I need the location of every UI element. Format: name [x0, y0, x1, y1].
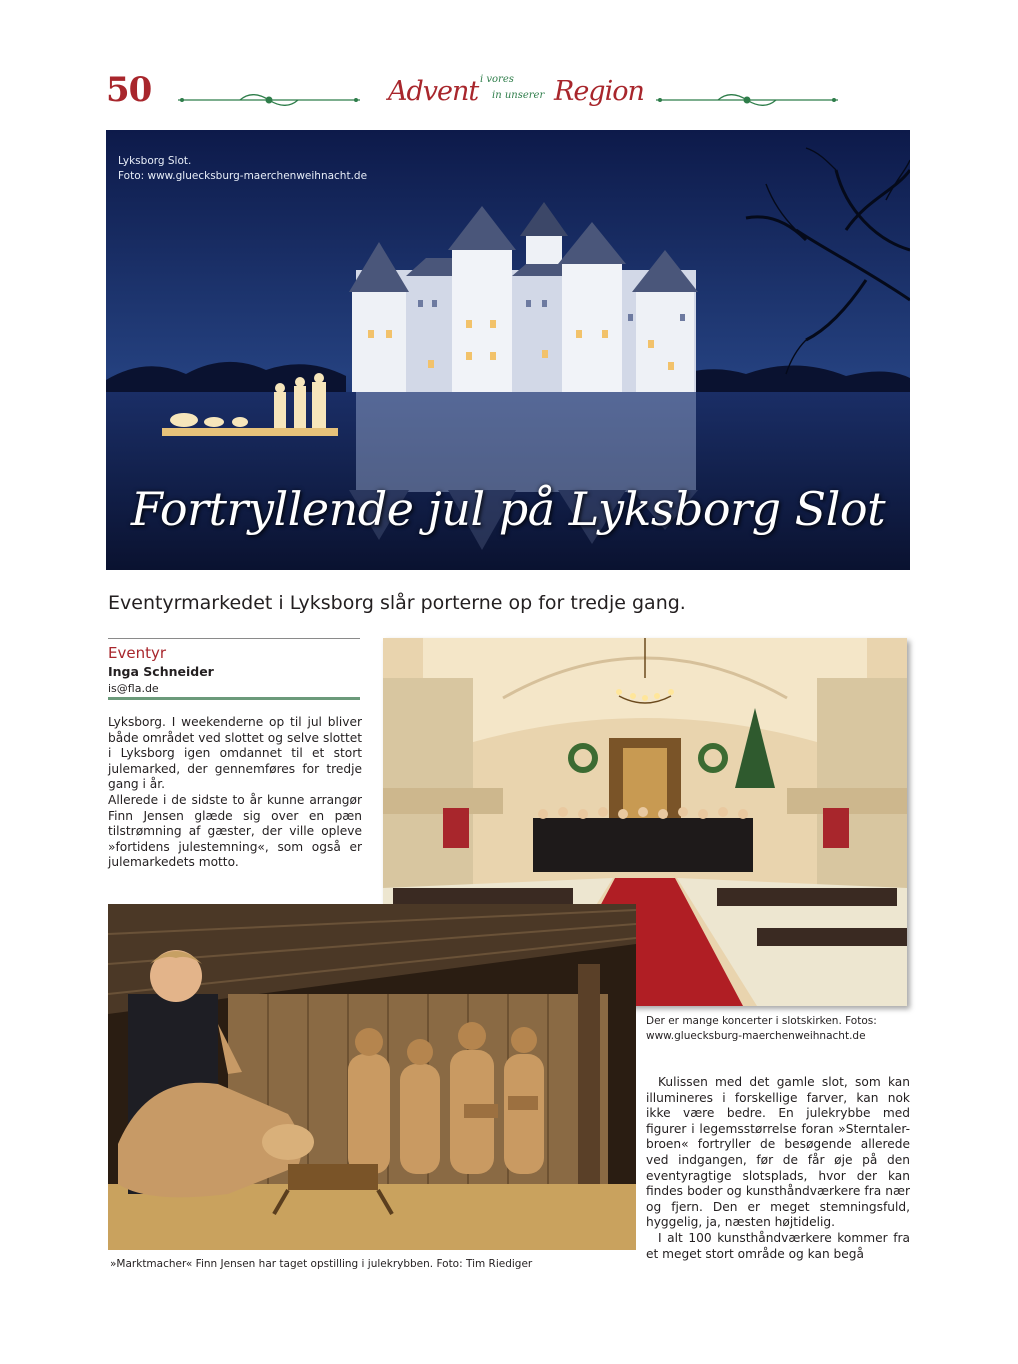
body-column-right: [646, 1075, 910, 1262]
caption-crib-photo: »Marktmacher« Finn Jensen har taget opstilling i julekrybben. Foto: Tim Riediger: [110, 1258, 533, 1270]
page-number: 50: [106, 70, 152, 110]
masthead-i-vores: i vores: [480, 74, 514, 85]
body-column-left: [108, 715, 362, 871]
author-name: Inga Schneider: [108, 664, 214, 679]
body-paragraph: Lyksborg. I weekenderne op til jul bliver både området ved slottet og selve slottet i Lyksborg igen omdannet til et stort julemarked, der gennemføres for tredje gang i år.: [108, 715, 362, 792]
hero-photo-caption: [118, 154, 367, 184]
section-kicker: Eventyr: [108, 644, 167, 662]
article-lead: Eventyrmarkedet i Lyksborg slår porterne op for tredje gang.: [108, 592, 686, 614]
body-paragraph: I alt 100 kunsthåndværkere kommer fra et meget stort område og kan begå: [646, 1230, 910, 1261]
hero-photo-castle: [106, 130, 910, 570]
author-email: is@fla.de: [108, 682, 159, 695]
hero-caption-line-1: Lyksborg Slot.: [118, 155, 192, 167]
byline-top-rule: [108, 638, 360, 639]
masthead-in-unserer: in unserer: [492, 90, 545, 101]
crib-illustration: [108, 904, 636, 1250]
byline-bottom-rule: [108, 697, 360, 700]
left-ornament-rule: [178, 94, 360, 106]
masthead-logo: [388, 74, 644, 118]
photo-nativity-crib: [108, 904, 636, 1250]
body-paragraph: Allerede i de sidste to år kunne arrangør Finn Jensen glæde sig over en pæn tilstrømning af gæster, der ville opleve »fortidens julestemning«, som også er julemarkedets motto.: [108, 792, 362, 870]
masthead-advent: Advent: [388, 76, 479, 107]
article-headline: Fortryllende jul på Lyksborg Slot: [130, 482, 886, 536]
caption-church-photo: Der er mange koncerter i slotskirken. Fotos: www.gluecksburg-maerchenweihnacht.de: [646, 1015, 877, 1042]
right-ornament-rule: [656, 94, 838, 106]
hero-caption-line-2: Foto: www.gluecksburg-maerchenweihnacht.de: [118, 170, 368, 182]
body-paragraph: Kulissen med det gamle slot, som kan illumineres i forskellige farver, kan nok ikke være bedre. En julekrybbe med figurer i legemsstørrelse foran »Sterntaler-broen« fortryller de besøgende allerede ved indgangen, før de får øje på den eventyragtige slotsplads, hvor der kan findes boder og kunsthåndværkere fra nær og fjern. Den er meget stemningsfuld, hyggelig, ja, næsten højtidelig.: [646, 1075, 910, 1230]
masthead-region: Region: [554, 76, 644, 107]
